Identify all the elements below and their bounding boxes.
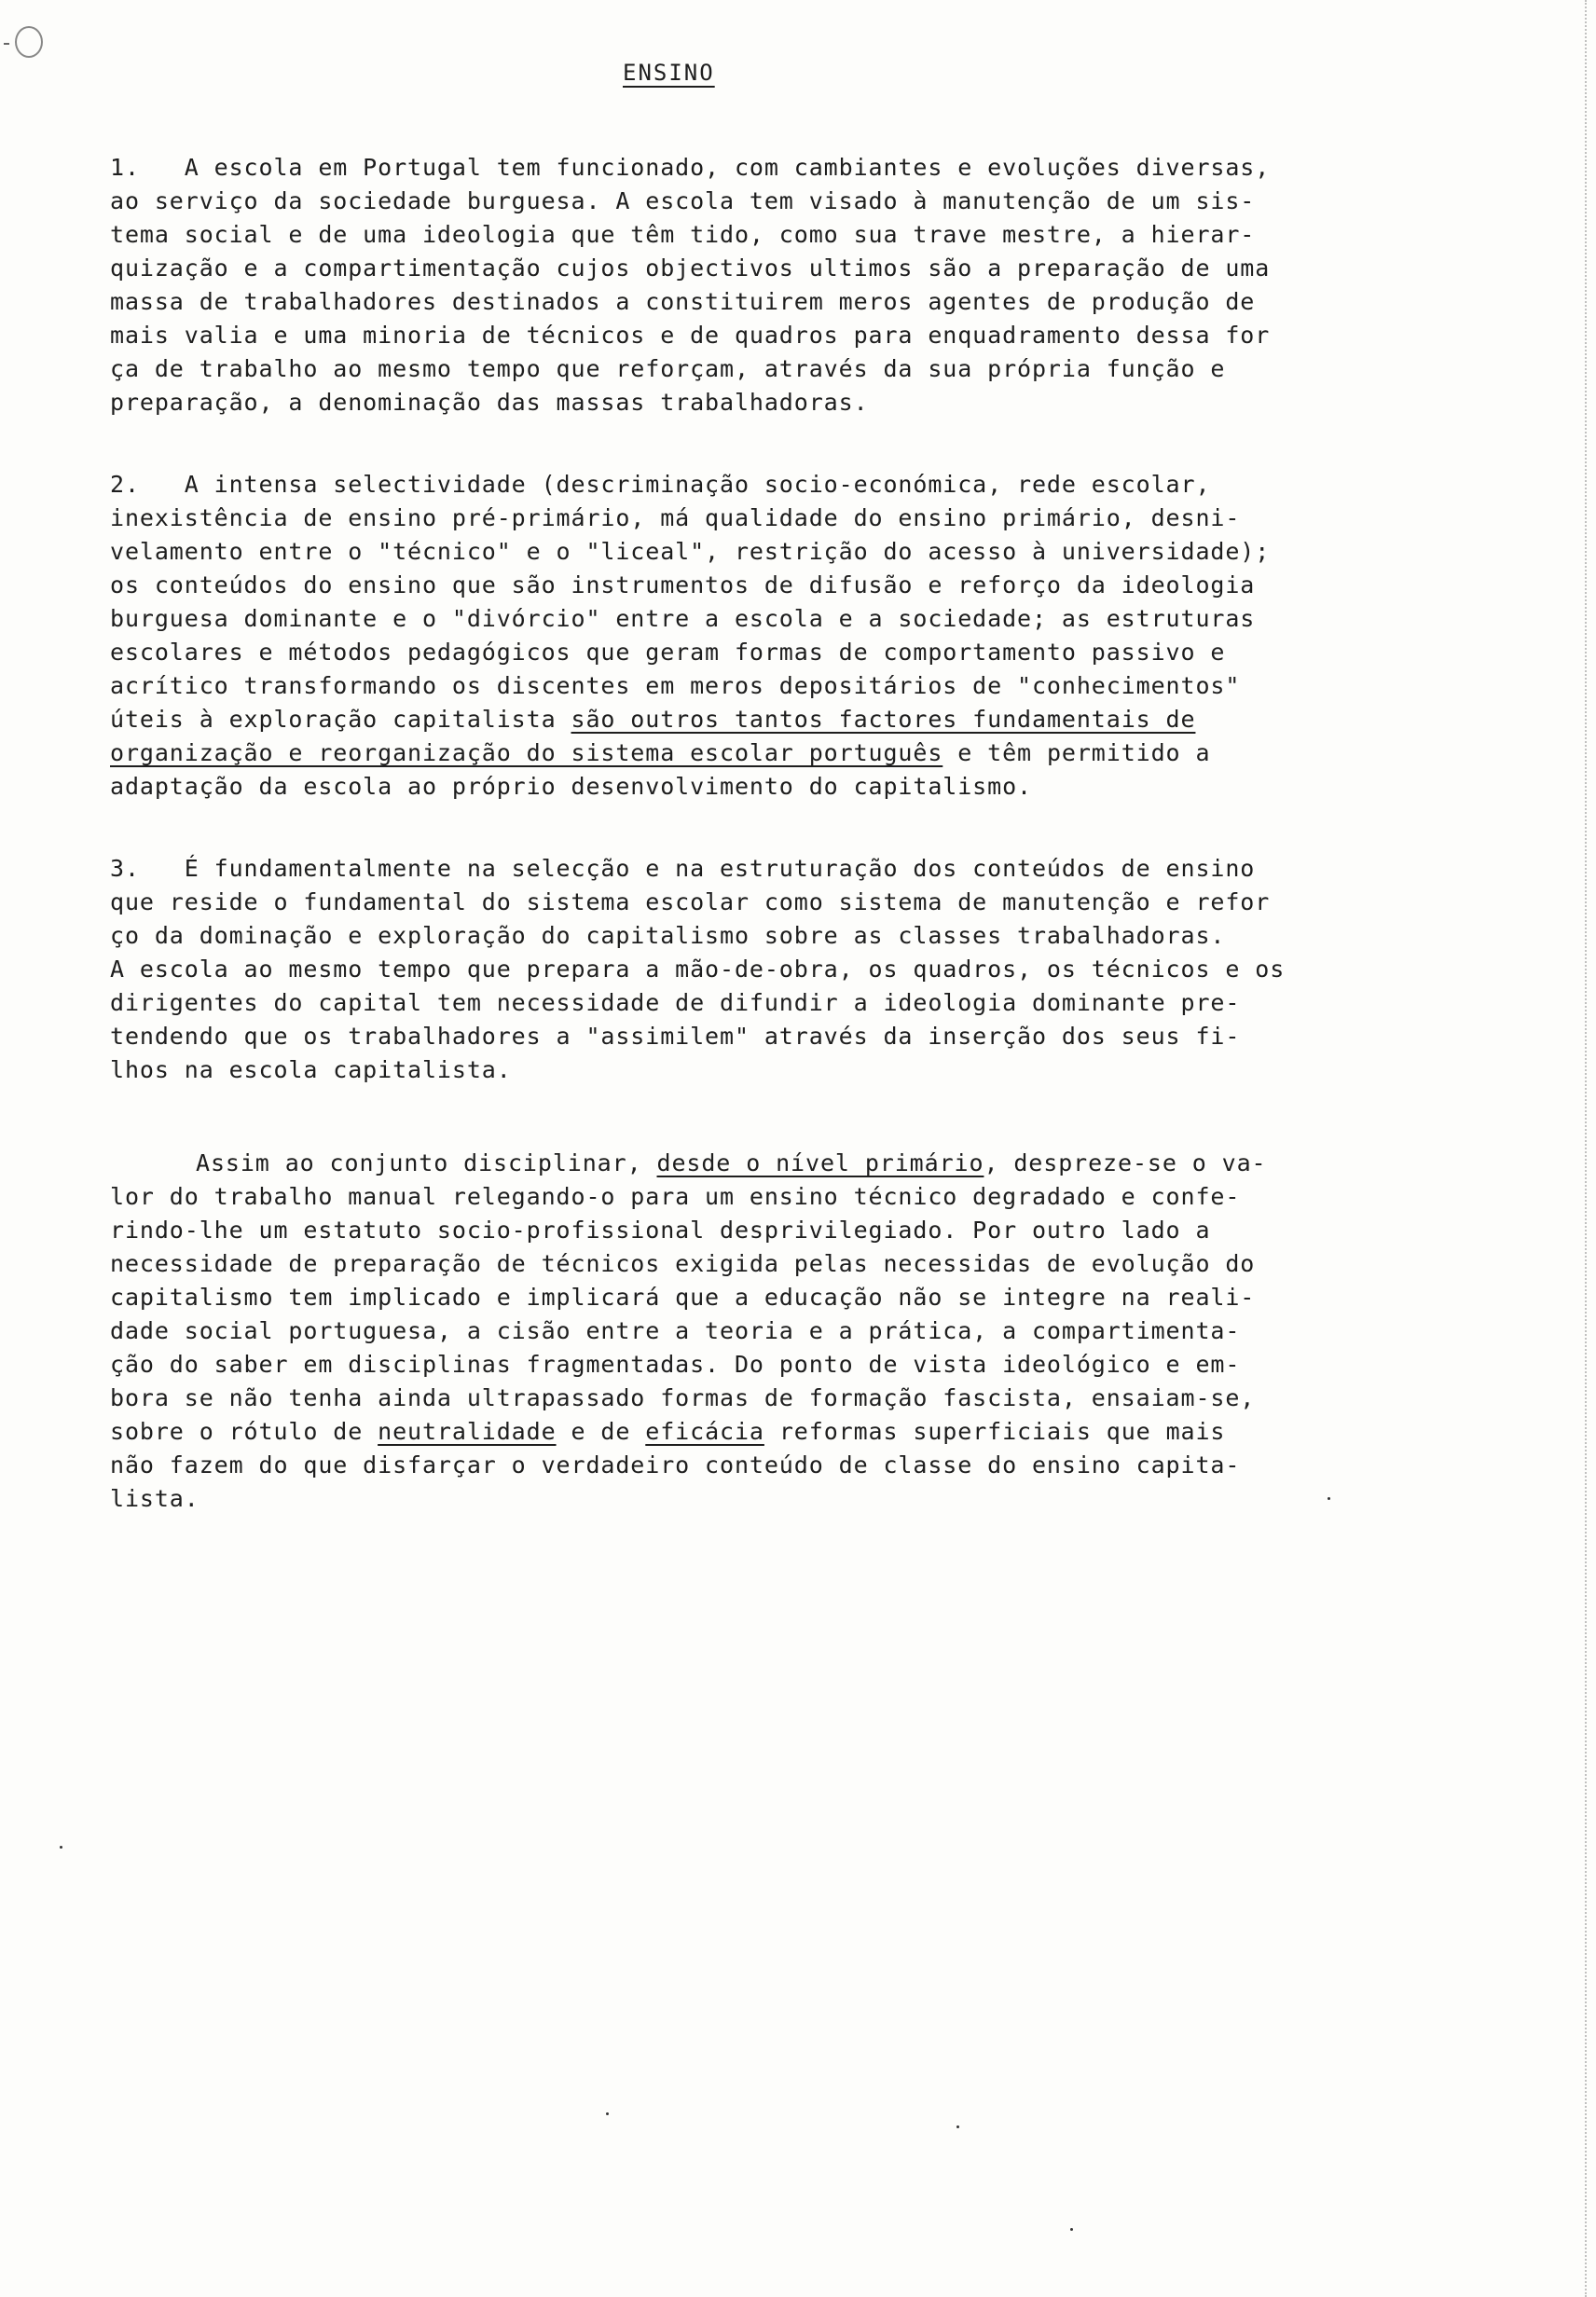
corner-tick-mark [4,43,9,45]
text-line: não fazem do que disfarçar o verdadeiro conteúdo de classe do ensino capita- [110,1451,1241,1479]
text-fragment: Assim ao conjunto disciplinar, [196,1149,657,1176]
text-fragment: reformas superficiais que mais [764,1418,1226,1445]
text-line: 1. A escola em Portugal tem funcionado, com cambiantes e evoluções diversas, [110,154,1271,181]
text-line: burguesa dominante e o "divórcio" entre a escola e a sociedade; as estruturas [110,605,1256,632]
text-line: ça de trabalho ao mesmo tempo que reforçam, através da sua própria função e [110,355,1226,382]
text-line: velamento entre o "técnico" e o "liceal", restrição do acesso à universidade); [110,538,1271,565]
text-fragment: e de [556,1418,646,1445]
text-line [196,1145,1267,1182]
text-line: necessidade de preparação de técnicos exigida pelas necessidas de evolução do [110,1250,1256,1277]
text-line: escolares e métodos pedagógicos que geram formas de comportamento passivo e [110,639,1226,666]
text-fragment: , despreze-se o va- [984,1149,1267,1176]
text-line: capitalismo tem implicado e implicará que a educação não se integre na reali- [110,1284,1256,1311]
paper-speck [1070,2228,1073,2231]
text-line: mais valia e uma minoria de técnicos e de quadros para enquadramento dessa for [110,322,1271,349]
underlined-fragment: são outros tantos factores fundamentais de [571,706,1196,733]
text-line: lhos na escola capitalista. [110,1056,512,1083]
text-line: ção do saber em disciplinas fragmentadas. Do ponto de vista ideológico e em- [110,1351,1241,1378]
text-line [110,735,1210,772]
text-line: inexistência de ensino pré-primário, má qualidade do ensino primário, desni- [110,504,1241,531]
underlined-fragment: organização e reorganização do sistema escolar português [110,739,943,766]
underlined-fragment: desde o nível primário [656,1149,984,1176]
text-line: acrítico transformando os discentes em meros depositários de "conhecimentos" [110,672,1241,699]
text-line: dirigentes do capital tem necessidade de difundir a ideologia dominante pre- [110,989,1241,1016]
underlined-fragment: eficácia [645,1418,764,1445]
text-line: 3. É fundamentalmente na selecção e na estruturação dos conteúdos de ensino [110,855,1256,882]
text-line: ço da dominação e exploração do capitalismo sobre as classes trabalhadoras. [110,922,1226,949]
text-line: massa de trabalhadores destinados a constituirem meros agentes de produção de [110,288,1256,315]
text-line [110,701,1195,738]
punch-hole-mark [15,26,43,58]
text-fragment: sobre o rótulo de [110,1418,378,1445]
text-line: A escola ao mesmo tempo que prepara a mão-de-obra, os quadros, os técnicos e os [110,956,1286,983]
text-line: os conteúdos do ensino que são instrumentos de difusão e reforço da ideologia [110,571,1256,598]
text-line: 2. A intensa selectividade (descriminação socio-económica, rede escolar, [110,471,1211,498]
text-line: adaptação da escola ao próprio desenvolvimento do capitalismo. [110,773,1032,800]
text-line: lista. [110,1485,200,1512]
paper-speck [606,2112,609,2115]
text-line: que reside o fundamental do sistema escolar como sistema de manutenção e refor [110,888,1271,915]
text-line: quização e a compartimentação cujos objectivos ultimos são a preparação de uma [110,254,1271,282]
text-fragment: úteis à exploração capitalista [110,706,571,733]
text-line: tema social e de uma ideologia que têm tido, como sua trave mestre, a hierar- [110,221,1256,248]
text-line: bora se não tenha ainda ultrapassado formas de formação fascista, ensaiam-se, [110,1384,1256,1411]
paper-speck [1328,1497,1330,1500]
text-line: preparação, a denominação das massas trabalhadoras. [110,389,869,416]
text-line [110,1413,1225,1451]
text-line: tendendo que os trabalhadores a "assimilem" através da inserção dos seus fi- [110,1023,1241,1050]
paper-speck [956,2125,959,2128]
page-title: ENSINO [623,60,715,86]
paper-speck [60,1846,62,1849]
text-line: dade social portuguesa, a cisão entre a teoria e a prática, a compartimenta- [110,1317,1241,1344]
underlined-fragment: neutralidade [378,1418,557,1445]
text-fragment: e têm permitido a [942,739,1211,766]
text-line: lor do trabalho manual relegando-o para um ensino técnico degradado e confe- [110,1183,1241,1210]
text-line: rindo-lhe um estatuto socio-profissional desprivilegiado. Por outro lado a [110,1217,1211,1244]
text-line: ao serviço da sociedade burguesa. A escola tem visado à manutenção de um sis- [110,187,1256,214]
page-edge-shadow [1585,0,1589,2297]
